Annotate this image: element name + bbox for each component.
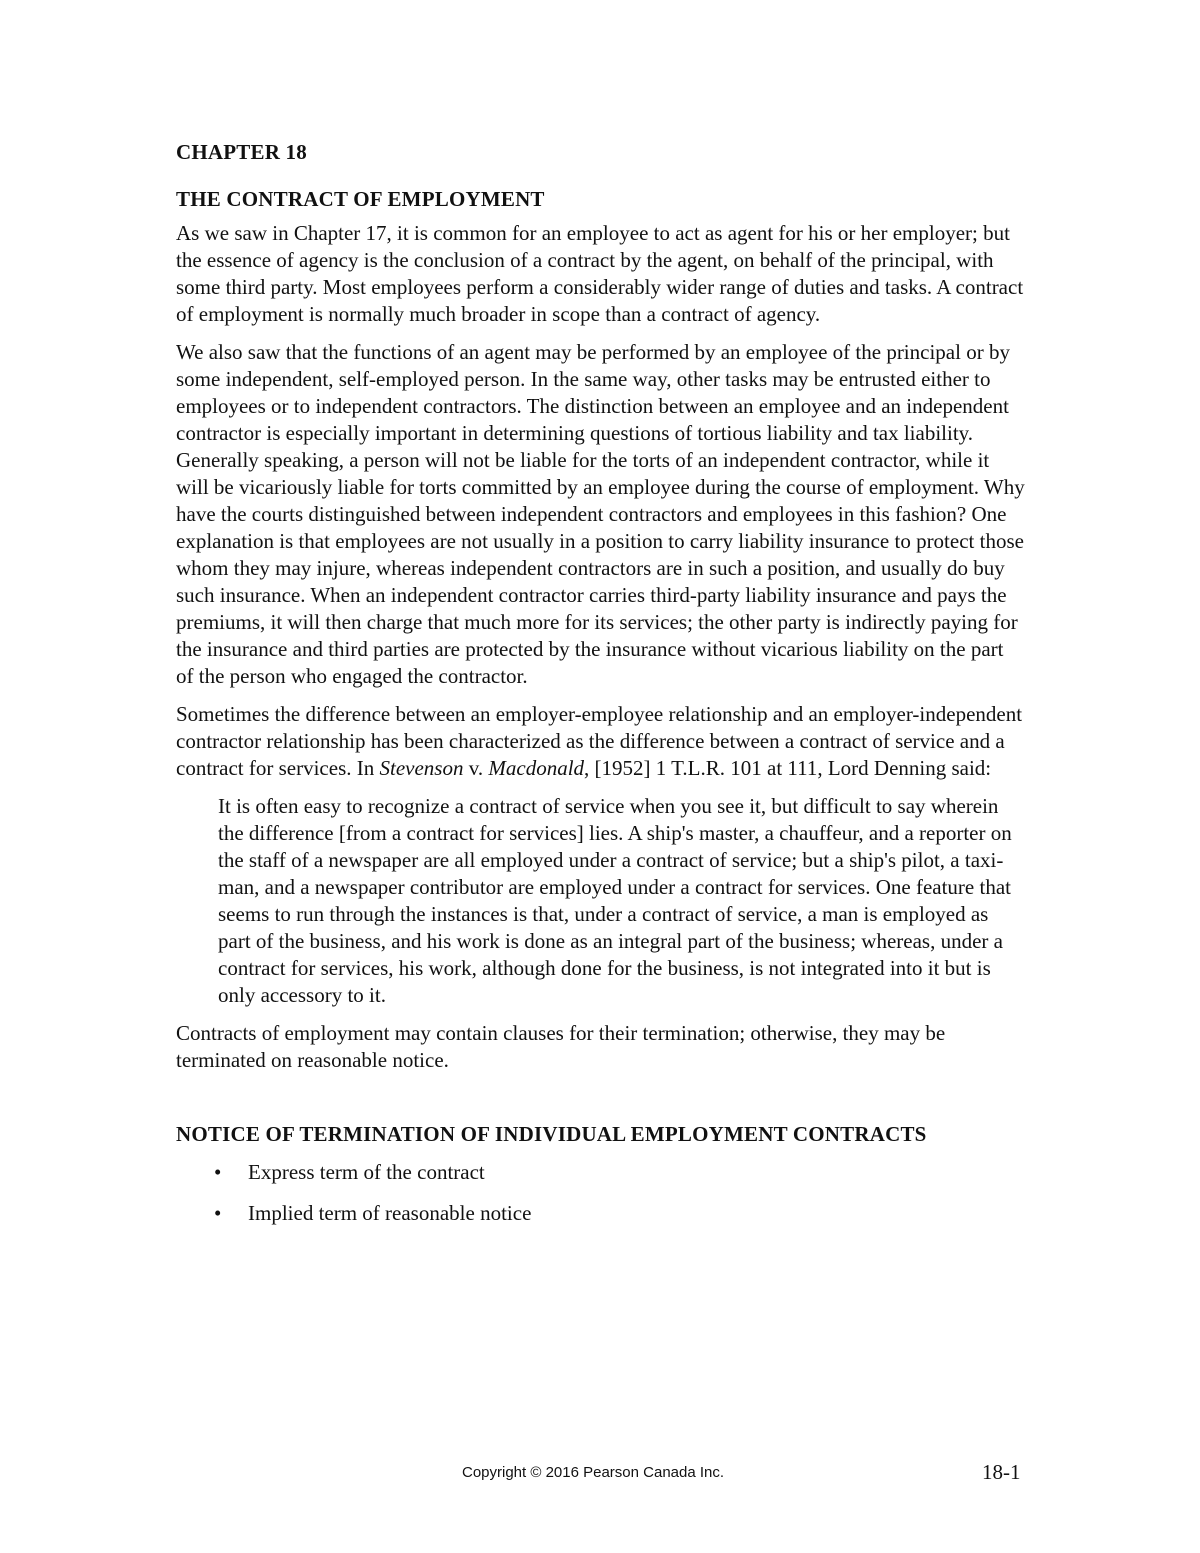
case-name-macdonald: Macdonald: [488, 756, 585, 780]
paragraph-2: We also saw that the functions of an agent may be performed by an employee of the principal or by some independent, self-employed person. In the same way, other tasks may be entrusted either to employees or to independent contractors. The distinction between an employee and an independent contractor is especially important in determining questions of tortious liability and tax liability. Generally speaking, a person will not be liable for the torts of an independent contractor, while it will be vicariously liable for torts committed by an employee during the course of employment. Why have the courts distinguished between independent contractors and employees in this fashion? One explanation is that employees are not usually in a position to carry liability insurance to protect those whom they may injure, whereas independent contractors are in such a position, and usually do buy such insurance. When an independent contractor carries third-party liability insurance and pays the premiums, it will then charge that much more for its services; the other party is indirectly paying for the insurance and third parties are protected by the insurance without vicarious liability on the part of the person who engaged the contractor.: [176, 340, 1025, 688]
paragraph-4: Contracts of employment may contain clauses for their termination; otherwise, they may be terminated on reasonable notice.: [176, 1021, 946, 1072]
list-item: [214, 1200, 1026, 1227]
list-item: [214, 1159, 1026, 1186]
bullet-icon: •: [214, 1160, 222, 1184]
bullet-list: [176, 1159, 1026, 1227]
chapter-title: THE CONTRACT OF EMPLOYMENT: [176, 187, 545, 211]
paragraph-1: As we saw in Chapter 17, it is common for an employee to act as agent for his or her employer; but the essence of agency is the conclusion of a contract by the agent, on behalf of the principal, with some third party. Most employees perform a considerably wider range of duties and tasks. A contract of employment is normally much broader in scope than a contract of agency.: [176, 221, 1024, 326]
document-page: [176, 140, 1026, 1241]
list-item-text: Express term of the contract: [248, 1160, 485, 1184]
page-footer: [0, 1460, 1200, 1490]
page-number: 18-1: [982, 1460, 1021, 1484]
case-versus: v.: [463, 756, 489, 780]
bullet-icon: •: [214, 1201, 222, 1225]
list-item-text: Implied term of reasonable notice: [248, 1201, 532, 1225]
copyright-notice: Copyright © 2016 Pearson Canada Inc.: [462, 1464, 725, 1481]
paragraph-3-after: , [1952] 1 T.L.R. 101 at 111, Lord Denning said:: [584, 756, 992, 780]
paragraph-3: [176, 701, 1026, 782]
paragraph-3-before: Sometimes the difference between an employer-employee relationship and an employer-independent contractor relationship has been characterized as the difference between a contract of service and a contract for services. In: [176, 702, 1023, 780]
block-quote-denning: It is often easy to recognize a contract of service when you see it, but difficult to say wherein the difference [from a contract for services] lies. A ship's master, a chauffeur, and a reporter on the staff of a newspaper are all employed under a contract of service; but a ship's pilot, a taxi-man, and a newspaper contributor are employed under a contract for services. One feature that seems to run through the instances is that, under a contract of service, a man is employed as part of the business, and his work is done as an integral part of the business; whereas, under a contract for services, his work, although done for the business, is not integrated into it but is only accessory to it.: [218, 794, 1012, 1007]
section-heading-notice: NOTICE OF TERMINATION OF INDIVIDUAL EMPLOYMENT CONTRACTS: [176, 1122, 927, 1146]
case-name-stevenson: Stevenson: [379, 756, 464, 780]
chapter-label: CHAPTER 18: [176, 140, 307, 164]
